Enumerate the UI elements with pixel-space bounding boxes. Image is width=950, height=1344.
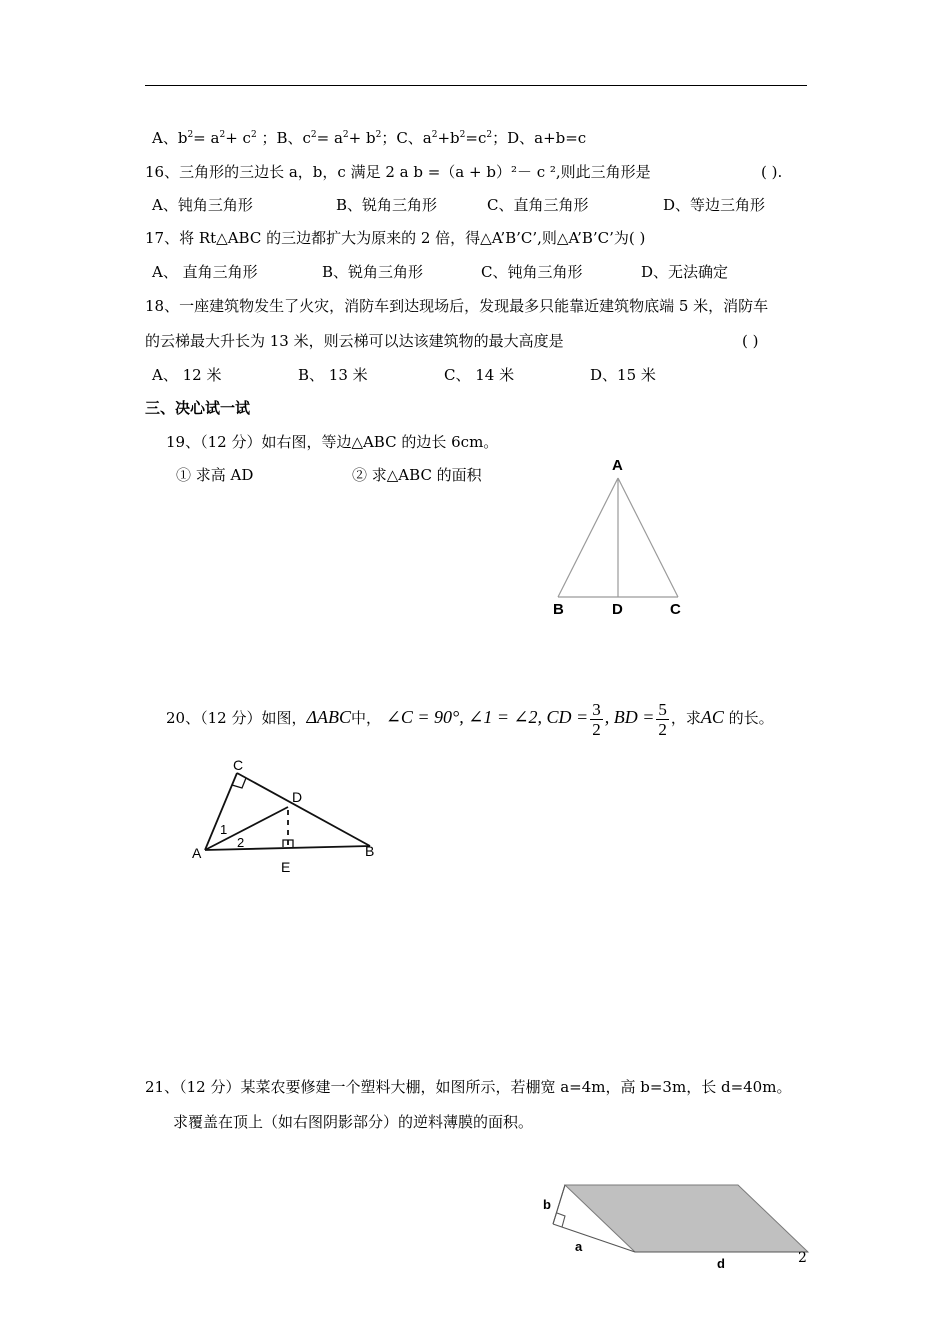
q20-ac: AC: [700, 707, 724, 727]
q20-frac2-num: 5: [658, 699, 667, 719]
q17-option-d: D、无法确定: [641, 263, 729, 281]
q18-option-a: A、 12 米: [152, 366, 222, 384]
q16-option-b: B、锐角三角形: [336, 196, 438, 214]
header-rule: [145, 85, 807, 86]
q20-frac2-den: 2: [658, 719, 667, 739]
q19-label-a: A: [612, 457, 623, 474]
q17-option-c: C、钝角三角形: [481, 263, 583, 281]
section-title: 三、决心试一试: [145, 399, 251, 417]
q20-suffix2: 的长。: [728, 709, 774, 727]
q18-stem-line2: 的云梯最大升长为 13 米，则云梯可以达该建筑物的最大高度是: [145, 332, 564, 350]
q19-label-b: B: [553, 601, 564, 618]
q16-option-d: D、等边三角形: [663, 196, 766, 214]
q20-label-c: C: [233, 757, 244, 773]
q19-label-d: D: [612, 601, 623, 618]
q18-option-d: D、15 米: [590, 366, 656, 384]
q15-options: A、$b^2= a^2+ c^2$ ；B、$c^2= a^2+ b^2$；C、$a^2+b^2=c^2$；D、a+b=c: [152, 129, 587, 147]
q20-condition2: , BD =: [604, 707, 655, 727]
q19-stem: 19、（12 分）如右图，等边△ABC 的边长 6cm。: [166, 433, 499, 451]
q21-shaded-film: [565, 1185, 808, 1252]
q21-label-a: a: [575, 1239, 583, 1254]
q20-suffix1: ，求: [670, 709, 701, 727]
q18-option-c: C、 14 米: [444, 366, 515, 384]
q20-stem: [166, 697, 774, 739]
q20-side-ab: [205, 846, 370, 850]
q20-label-angle2: 2: [237, 835, 245, 850]
q21-end-edge: [553, 1185, 565, 1224]
q21-greenhouse-figure: [535, 1180, 820, 1275]
q20-label-d: D: [292, 789, 303, 805]
q20-triangle: ΔABC: [306, 707, 352, 727]
q21-right-angle: [557, 1213, 565, 1227]
q19-side-ac: [618, 478, 678, 597]
q20-label-e: E: [281, 859, 291, 875]
q16-option-a: A、钝角三角形: [152, 196, 253, 214]
q20-label-a: A: [192, 845, 202, 861]
q19-side-ab: [558, 478, 618, 597]
q20-label-angle1: 1: [220, 822, 228, 837]
q21-label-b: b: [543, 1197, 551, 1212]
q21-stem-line2: 求覆盖在顶上（如右图阴影部分）的逆料薄膜的面积。: [173, 1113, 534, 1131]
q20-frac1-den: 2: [592, 719, 601, 739]
q21-stem-line1: 21、（12 分）某菜农要修建一个塑料大棚，如图所示，若棚宽 a=4m，高 b=3m，长 d=40m。: [145, 1078, 792, 1096]
q18-stem-line1: 18、一座建筑物发生了火灾，消防车到达现场后，发现最多只能靠近建筑物底端 5 米，消防车: [145, 297, 769, 315]
q20-segment-ad: [205, 807, 288, 850]
q16-option-c: C、直角三角形: [487, 196, 589, 214]
q20-triangle-figure: [185, 750, 390, 875]
q16-stem: 16、三角形的三边长 a，b，c 满足 2 a b =（a + b）²－ c ²,则此三角形是: [145, 163, 651, 181]
q17-stem: 17、将 Rt△ABC 的三边都扩大为原来的 2 倍，得△A’B’C’,则△A’B’C’为( ): [145, 229, 646, 247]
q19-sub1: ① 求高 AD: [176, 466, 254, 484]
q18-answer-paren: ( ): [742, 332, 759, 350]
q21-label-d: d: [717, 1256, 725, 1271]
q20-mid: 中，: [351, 709, 382, 727]
q20-fraction-cd: [590, 700, 603, 739]
q17-option-a: A、 直角三角形: [152, 263, 258, 281]
q18-option-b: B、 13 米: [298, 366, 368, 384]
q20-side-cb: [237, 773, 370, 846]
q17-option-b: B、锐角三角形: [322, 263, 424, 281]
q19-label-c: C: [670, 601, 681, 618]
q20-fraction-bd: [656, 700, 669, 739]
q19-triangle-figure: [540, 450, 700, 625]
q20-prefix: 20、（12 分）如图，: [166, 709, 307, 727]
q19-sub2: ② 求△ABC 的面积: [352, 466, 482, 484]
page-number: 2: [798, 1250, 807, 1266]
q16-answer-paren: ( ).: [761, 163, 783, 181]
q20-frac1-num: 3: [592, 699, 601, 719]
q20-label-b: B: [365, 843, 375, 859]
q20-condition: ∠C = 90°, ∠1 = ∠2, CD =: [385, 707, 589, 727]
